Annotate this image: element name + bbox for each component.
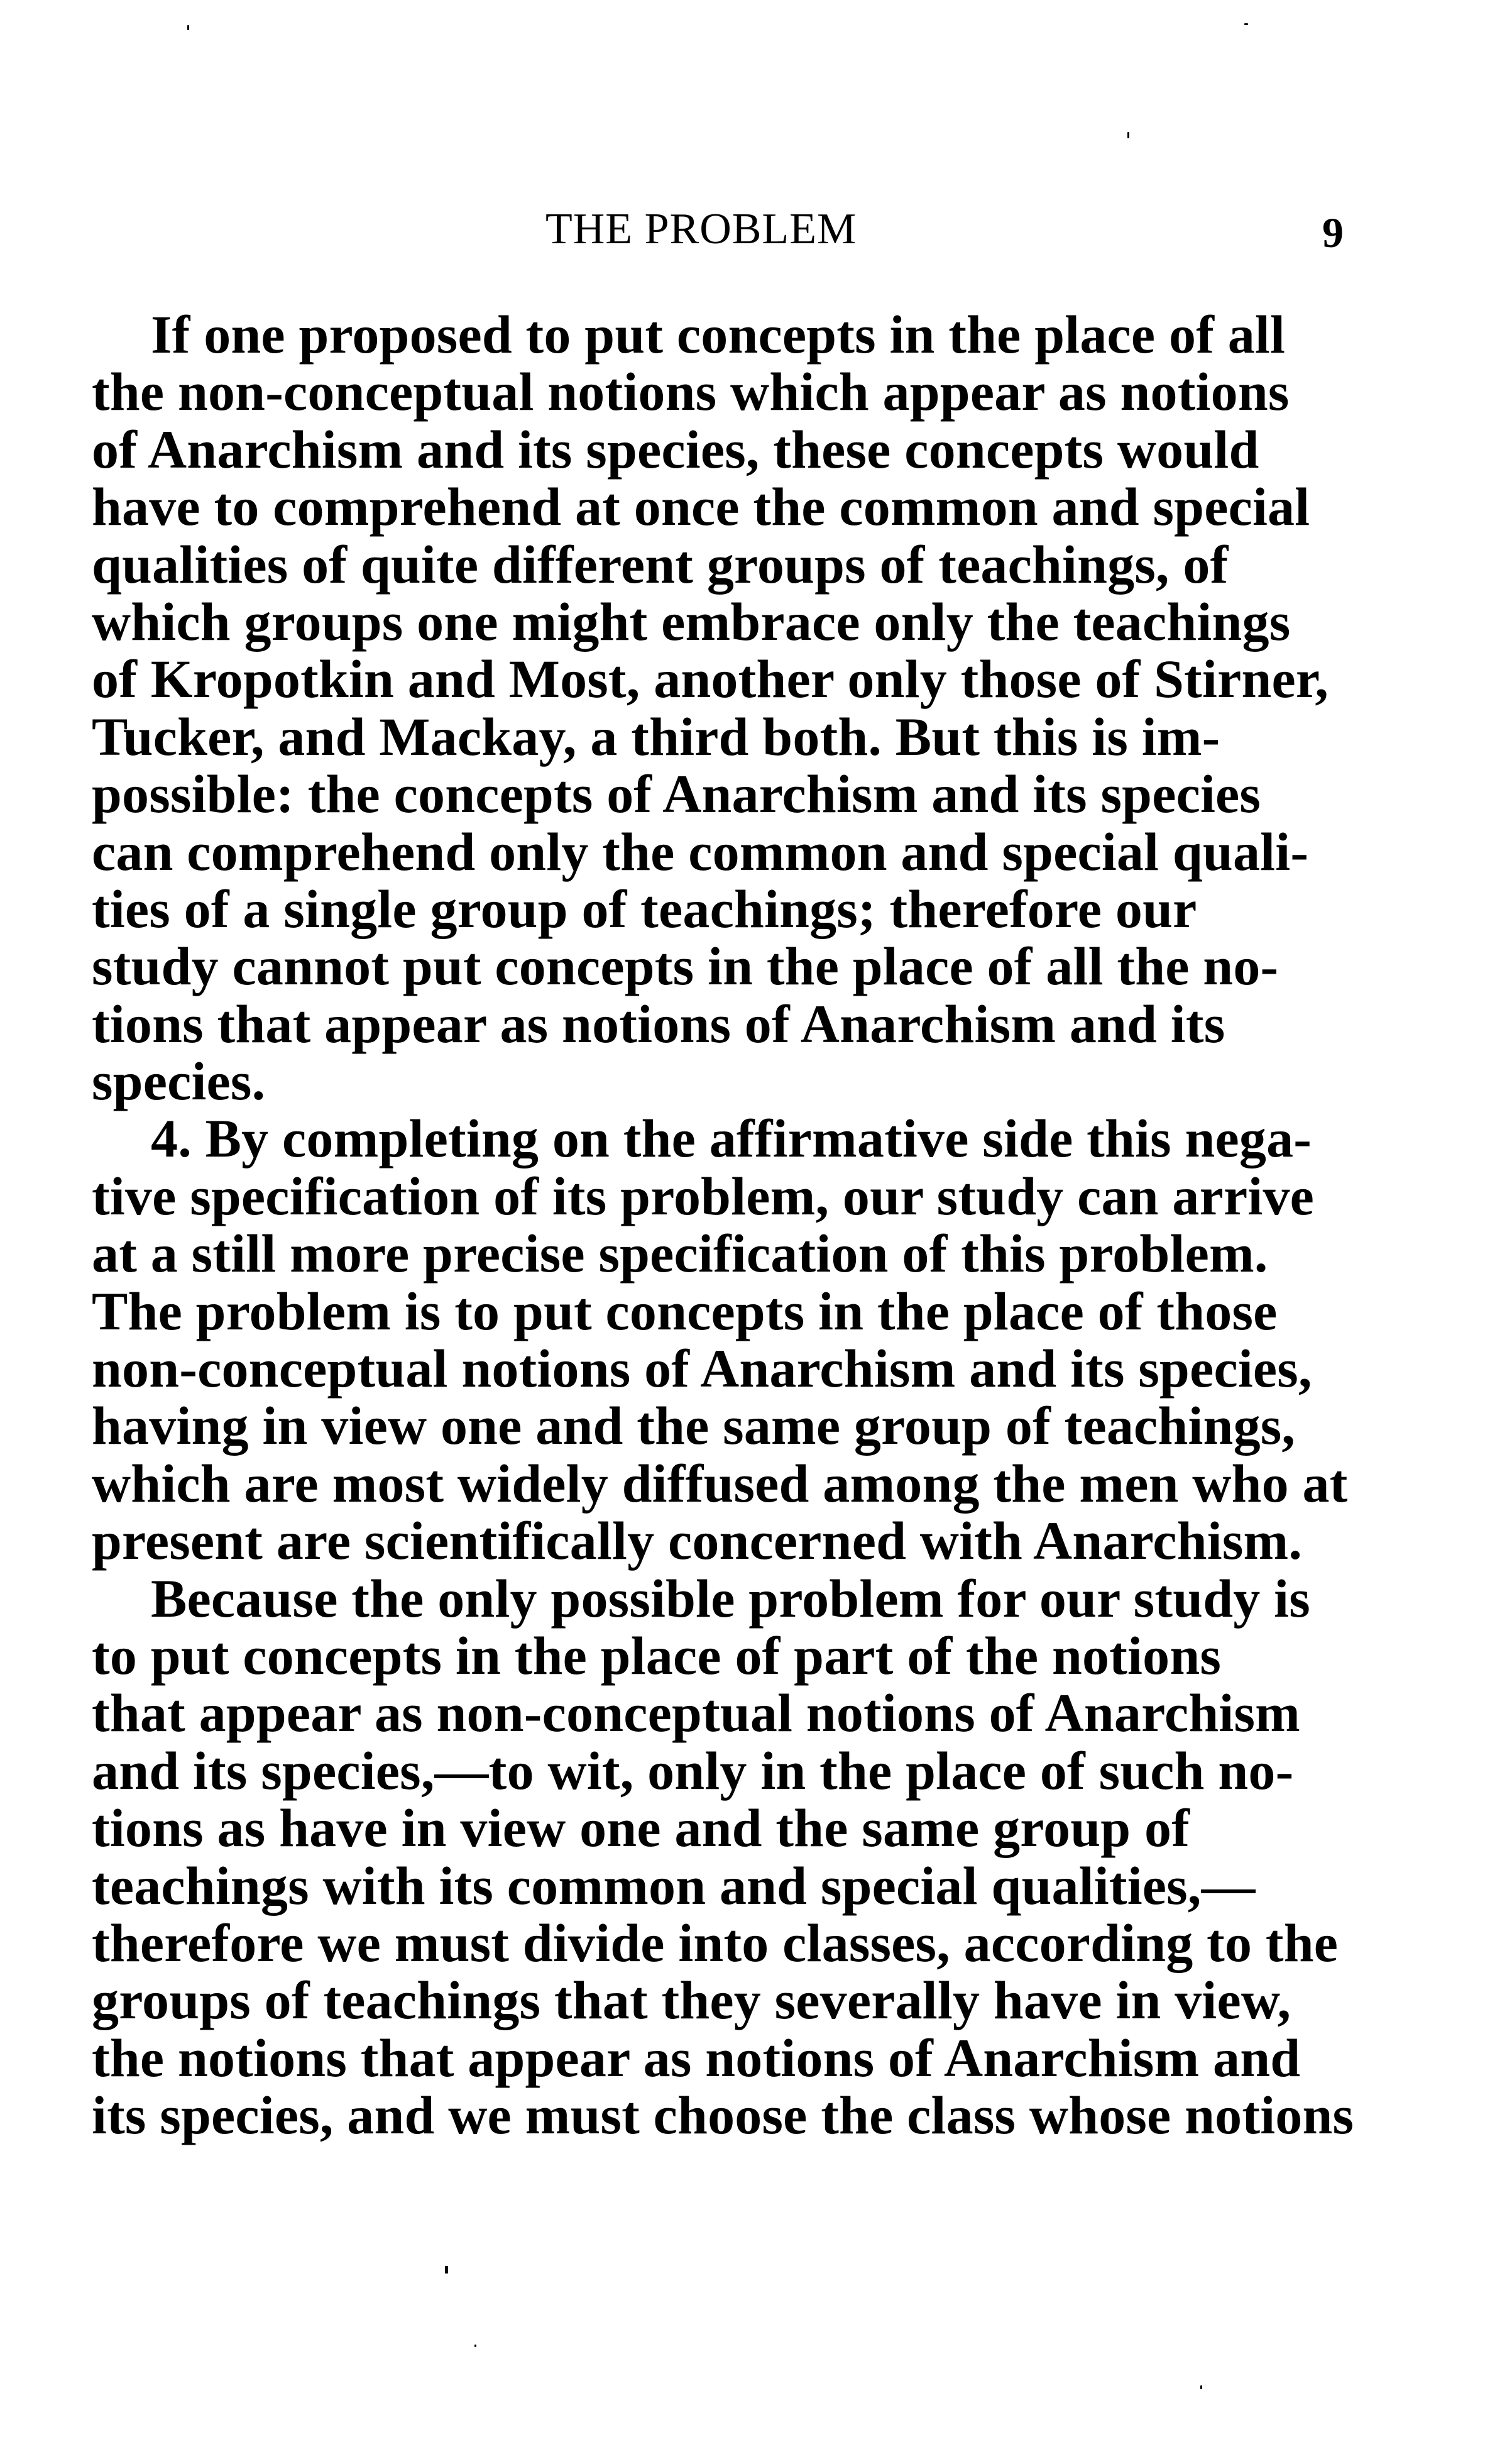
- scan-speck: [1200, 2385, 1202, 2389]
- paragraph-line: teachings with its common and special qualities,—: [92, 1856, 1256, 1916]
- paragraph-line: can comprehend only the common and special quali-: [92, 822, 1309, 882]
- scan-speck: [1244, 23, 1248, 25]
- paragraph-line: If one proposed to put concepts in the place of all: [151, 304, 1286, 365]
- paragraph-line: of Kropotkin and Most, another only those of Stirner,: [92, 649, 1329, 709]
- paragraph-line: tions as have in view one and the same group of: [92, 1798, 1190, 1858]
- paragraph-line: the notions that appear as notions of Anarchism and: [92, 2028, 1301, 2088]
- paragraph-line: Tucker, and Mackay, a third both. But this is im-: [92, 707, 1220, 767]
- paragraph-line: groups of teachings that they severally have in view,: [92, 1970, 1291, 2030]
- paragraph-line: non-conceptual notions of Anarchism and its species,: [92, 1338, 1312, 1399]
- paragraph-line: the non-conceptual notions which appear as notions: [92, 361, 1290, 422]
- scan-speck: [187, 25, 189, 30]
- scan-speck: [474, 2345, 476, 2347]
- paragraph-line: 4. By completing on the affirmative side this nega-: [151, 1108, 1312, 1169]
- running-head: THE PROBLEM: [545, 205, 857, 253]
- paragraph-line: tions that appear as notions of Anarchism and its: [92, 994, 1225, 1054]
- paragraph-line: Because the only possible problem for our study is: [151, 1568, 1310, 1629]
- paragraph-line: therefore we must divide into classes, according to the: [92, 1913, 1339, 1973]
- paragraph-line: qualities of quite different groups of teachings, of: [92, 534, 1229, 595]
- paragraph-line: its species, and we must choose the class whose notions: [92, 2085, 1354, 2145]
- paragraph-line: at a still more precise specification of this problem.: [92, 1223, 1268, 1284]
- paragraph-line: tive specification of its problem, our study can arrive: [92, 1166, 1315, 1226]
- paragraph-line: of Anarchism and its species, these concepts would: [92, 419, 1259, 480]
- paragraph-line: possible: the concepts of Anarchism and its species: [92, 764, 1261, 824]
- paragraph-line: species.: [92, 1051, 266, 1111]
- paragraph-line: which groups one might embrace only the teachings: [92, 591, 1291, 652]
- paragraph-line: The problem is to put concepts in the place of those: [92, 1281, 1278, 1341]
- paragraph-line: which are most widely diffused among the men who at: [92, 1453, 1348, 1514]
- scan-speck: [445, 2266, 448, 2274]
- paragraph-line: study cannot put concepts in the place of all the no-: [92, 936, 1279, 996]
- scan-speck: [1127, 132, 1129, 138]
- paragraph-line: to put concepts in the place of part of the notions: [92, 1625, 1222, 1686]
- paragraph-line: have to comprehend at once the common and special: [92, 476, 1310, 537]
- paragraph-line: and its species,—to wit, only in the place of such no-: [92, 1740, 1294, 1801]
- paragraph-line: present are scientifically concerned with Anarchism.: [92, 1510, 1303, 1571]
- paragraph-line: having in view one and the same group of teachings,: [92, 1395, 1296, 1456]
- paragraph-line: that appear as non-conceptual notions of Anarchism: [92, 1683, 1300, 1743]
- page-number: 9: [1322, 209, 1344, 256]
- paragraph-line: ties of a single group of teachings; therefore our: [92, 879, 1197, 939]
